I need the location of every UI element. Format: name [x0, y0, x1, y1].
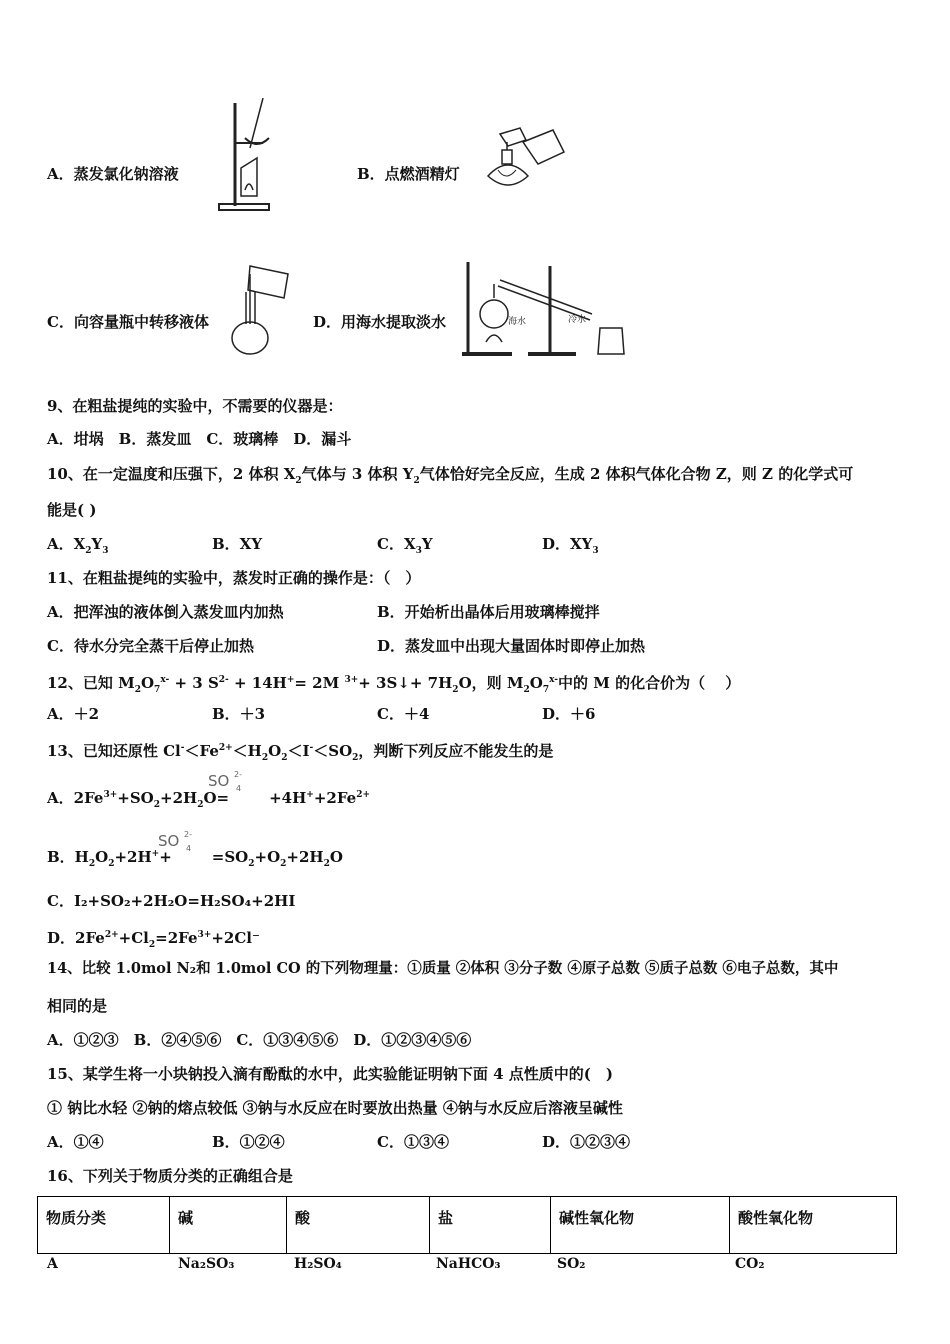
q15-option-c: C．①③④ [377, 1133, 449, 1151]
q9-stem: 9、在粗盐提纯的实验中，不需要的仪器是： [47, 397, 343, 415]
q14-stem-line2: 相同的是 [47, 997, 108, 1015]
table-header-cell: 酸性氧化物 [730, 1197, 897, 1254]
table-cell: Na₂SO₃ [178, 1256, 235, 1272]
q11-option-d: D．蒸发皿中出现大量固体时即停止加热 [377, 637, 646, 655]
q16-stem: 16、下列关于物质分类的正确组合是 [47, 1167, 293, 1185]
q13-option-b: B．$H_2O_2+2H^++ =SO_2+O_2+2H_2O$ [47, 848, 343, 869]
distillation-apparatus-figure [460, 258, 632, 358]
q12-option-c: C．＋4 [377, 705, 430, 723]
table-header-cell: 碱 [170, 1197, 287, 1254]
table-cell: SO₂ [557, 1256, 586, 1272]
q13-option-c: C．I₂+SO₂+2H₂O=H₂SO₄+2HI [47, 892, 296, 910]
q11-option-c: C．待水分完全蒸干后停止加热 [47, 637, 254, 655]
q15-option-d: D．①②③④ [542, 1133, 631, 1151]
q15-items: ① 钠比水轻 ②钠的熔点较低 ③钠与水反应在时要放出热量 ④钠与水反应后溶液呈碱性 [47, 1099, 623, 1117]
q12-stem: 12、已知 $M_2O_7^{x-} + 3$ $S^{2-} + 14H^+= 2M$ $^{3+}$+ 3S↓+ $7H_2O$，则 $M_2O_7^{x-}$中的 M 的化合价为（ ） [47, 674, 741, 695]
d-fig-label-seawater: 海水 [508, 317, 527, 327]
q11-option-b: B．开始析出晶体后用玻璃棒搅拌 [377, 603, 600, 621]
q13-stem: 13、已知还原性 $Cl^-<Fe^{2+}<H_2O_2<I^-<SO_2$，判断下列反应不能发生的是 [47, 742, 554, 763]
q11-option-a: A．把浑浊的液体倒入蒸发皿内加热 [47, 603, 284, 621]
q12-option-d: D．＋6 [542, 705, 596, 723]
q10-stem-line1: 10、在一定温度和压强下，2 体积 $X_2$气体与 3 体积 $Y_2$气体恰好完全反应，生成 2 体积气体化合物 Z，则 Z 的化学式可 [47, 465, 854, 486]
table-header-cell: 酸 [287, 1197, 430, 1254]
q15-option-b: B．①②④ [212, 1133, 285, 1151]
table-cell: NaHCO₃ [436, 1256, 501, 1272]
volumetric-flask-figure [228, 262, 294, 358]
q14-options: A．①②③ B．②④⑤⑥ C．①③④⑤⑥ D．①②③④⑤⑥ [47, 1031, 472, 1049]
q11-stem: 11、在粗盐提纯的实验中，蒸发时正确的操作是：（ ） [47, 569, 421, 587]
q13-b-sulfate-ion: SO 2- 4 [158, 830, 192, 853]
q13-option-d: D．$2Fe^{2+}+Cl_2=2Fe^{3+}+2Cl^-$ [47, 929, 260, 950]
table-cell: CO₂ [735, 1256, 765, 1272]
q12-option-b: B．＋3 [212, 705, 266, 723]
table-header-cell: 碱性氧化物 [551, 1197, 730, 1254]
q10-option-a: A．$X_2Y_3$ [47, 535, 109, 556]
d-fig-label-coldwater: 冷水 [568, 315, 587, 325]
q13-a-sulfate-ion: SO 2- 4 [208, 770, 242, 793]
q8-option-d: D．用海水提取淡水 [313, 313, 447, 331]
q8-option-b: B．点燃酒精灯 [357, 165, 460, 183]
q10-option-b: B．XY [212, 535, 263, 553]
table-cell: A [47, 1256, 58, 1272]
q13-option-a: A．$2Fe^{3+}+SO_2+2H_2O= +4H^++2Fe^{2+}$ [47, 789, 371, 810]
q14-stem-line1: 14、比较 1.0mol N₂和 1.0mol CO 的下列物理量：①质量 ②体积 ③分子数 ④原子总数 ⑤质子总数 ⑥电子总数，其中 [47, 960, 839, 977]
q15-option-a: A．①④ [47, 1133, 104, 1151]
table-header-row [38, 1197, 897, 1254]
q15-stem: 15、某学生将一小块钠投入滴有酚酞的水中，此实验能证明钠下面 4 点性质中的( ) [47, 1065, 613, 1083]
q12-option-a: A．＋2 [47, 705, 100, 723]
table-header-cell: 盐 [430, 1197, 551, 1254]
alcohol-lamp-figure [478, 124, 568, 196]
table-cell: H₂SO₄ [294, 1256, 342, 1272]
evaporation-apparatus-figure [205, 98, 275, 214]
q9-options: A．坩埚 B．蒸发皿 C．玻璃棒 D．漏斗 [47, 430, 352, 448]
q8-option-a: A．蒸发氯化钠溶液 [47, 165, 179, 183]
q10-option-d: D．$XY_3$ [542, 535, 599, 556]
q8-option-c: C．向容量瓶中转移液体 [47, 313, 209, 331]
q10-option-c: C．$X_3Y$ [377, 535, 433, 556]
table-header-cell: 物质分类 [38, 1197, 170, 1254]
classification-table [37, 1196, 897, 1254]
q10-stem-line2: 能是( ) [47, 501, 97, 519]
